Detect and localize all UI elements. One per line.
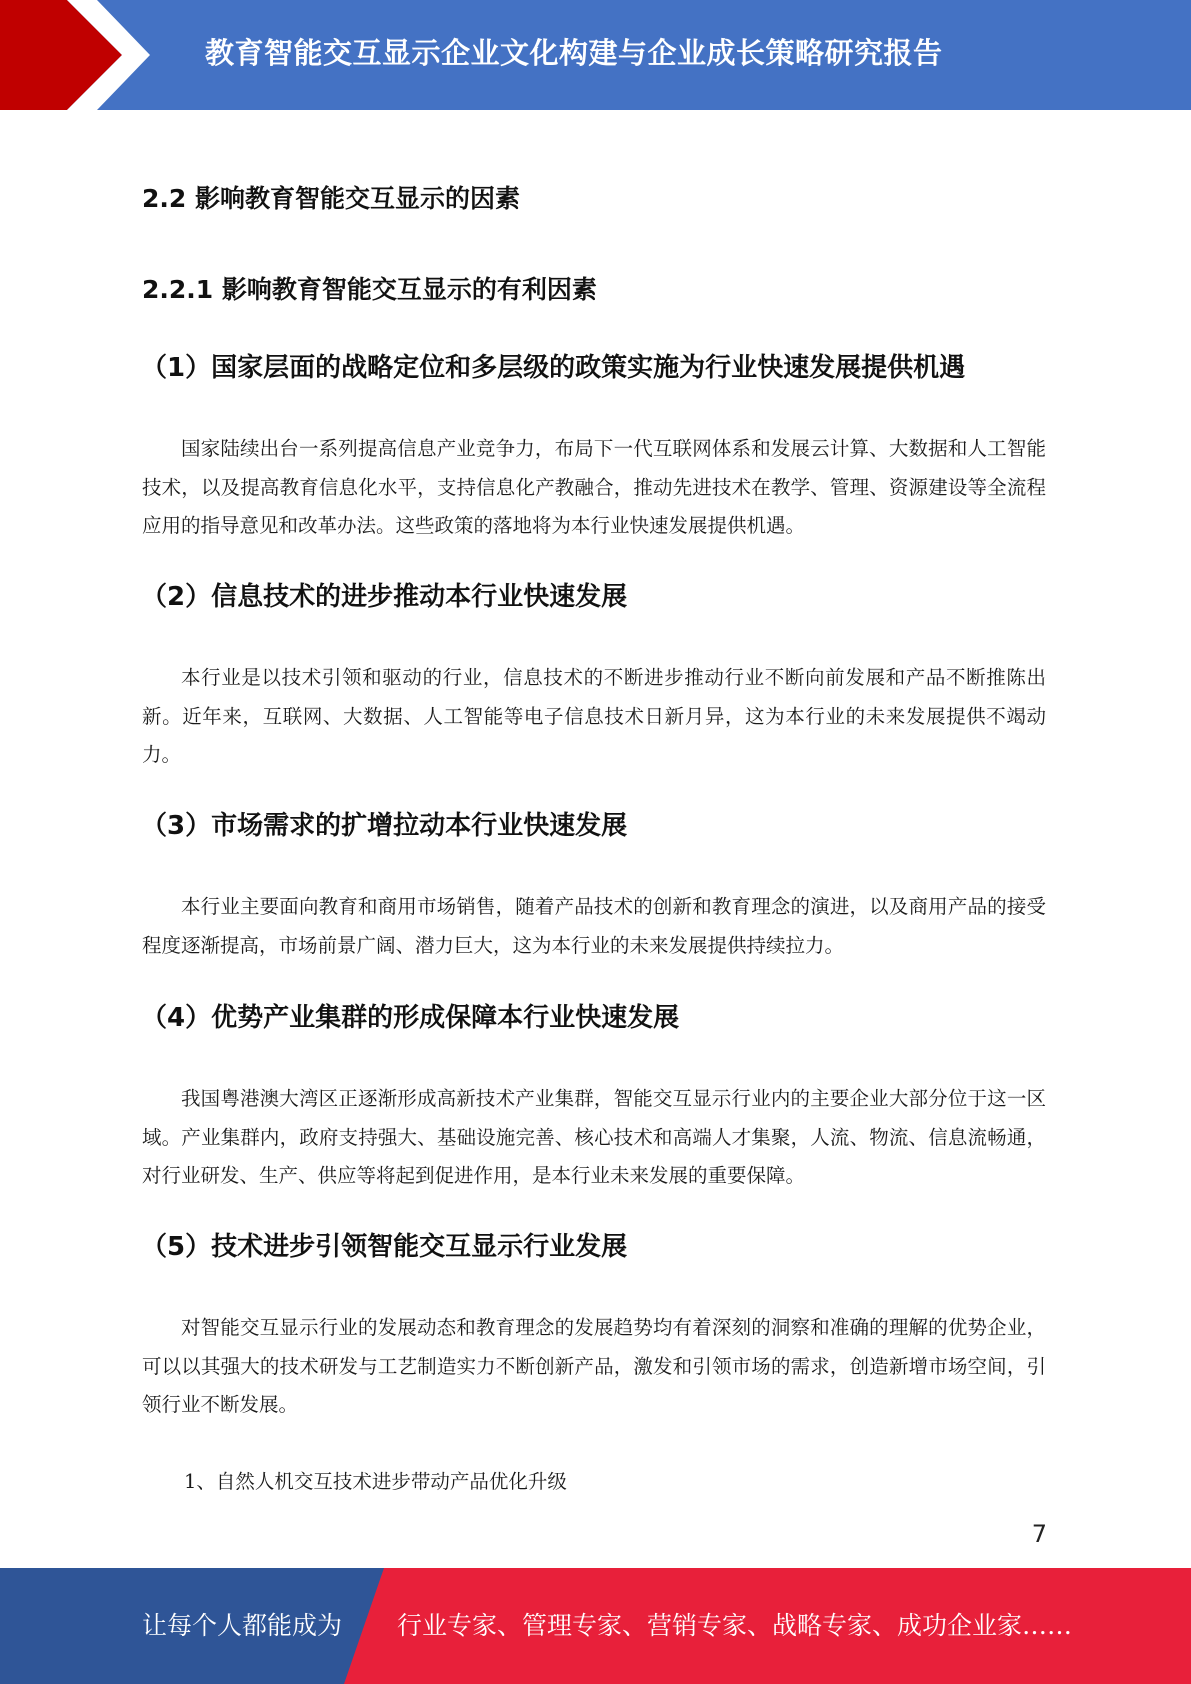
factor-paragraph: 国家陆续出台一系列提高信息产业竞争力，布局下一代互联网体系和发展云计算、大数据和人工智能技术，以及提高教育信息化水平，支持信息化产教融合，推动先进技术在教学、管理、资源建设等全流程应用的指导意见和改革办法。这些政策的落地将为本行业快速发展提供机遇。	[142, 437, 1046, 537]
document-title: 教育智能交互显示企业文化构建与企业成长策略研究报告	[205, 36, 943, 70]
subsection-heading: 2.2.1 影响教育智能交互显示的有利因素	[142, 275, 597, 304]
factor-heading: （1）国家层面的战略定位和多层级的政策实施为行业快速发展提供机遇	[141, 353, 966, 383]
footer-slogan-left: 让每个人都能成为	[142, 1611, 343, 1640]
list-item: 1、自然人机交互技术进步带动产品优化升级	[184, 1470, 567, 1493]
factor-heading: （4）优势产业集群的形成保障本行业快速发展	[141, 1003, 680, 1033]
footer-slogan-right: 行业专家、管理专家、营销专家、战略专家、成功企业家……	[397, 1611, 1073, 1640]
factor-heading: （3）市场需求的扩增拉动本行业快速发展	[141, 811, 628, 841]
factor-paragraph: 我国粤港澳大湾区正逐渐形成高新技术产业集群，智能交互显示行业内的主要企业大部分位于这一区域。产业集群内，政府支持强大、基础设施完善、核心技术和高端人才集聚，人流、物流、信息流畅通，对行业研发、生产、供应等将起到促进作用，是本行业未来发展的重要保障。	[142, 1087, 1046, 1187]
factor-paragraph: 对智能交互显示行业的发展动态和教育理念的发展趋势均有着深刻的洞察和准确的理解的优势企业，可以以其强大的技术研发与工艺制造实力不断创新产品，激发和引领市场的需求，创造新增市场空间，引领行业不断发展。	[142, 1316, 1046, 1416]
factor-paragraph: 本行业主要面向教育和商用市场销售，随着产品技术的创新和教育理念的演进，以及商用产品的接受程度逐渐提高，市场前景广阔、潜力巨大，这为本行业的未来发展提供持续拉力。	[142, 895, 1046, 957]
factor-heading: （5）技术进步引领智能交互显示行业发展	[141, 1232, 628, 1262]
factor-heading: （2）信息技术的进步推动本行业快速发展	[141, 582, 628, 612]
page-footer	[0, 1568, 1191, 1684]
section-heading: 2.2 影响教育智能交互显示的因素	[142, 184, 520, 213]
page-number: 7	[1031, 1520, 1047, 1548]
factor-paragraph: 本行业是以技术引领和驱动的行业，信息技术的不断进步推动行业不断向前发展和产品不断推陈出新。近年来，互联网、大数据、人工智能等电子信息技术日新月异，这为本行业的未来发展提供不竭动力。	[142, 666, 1046, 766]
page-header	[0, 0, 1191, 110]
